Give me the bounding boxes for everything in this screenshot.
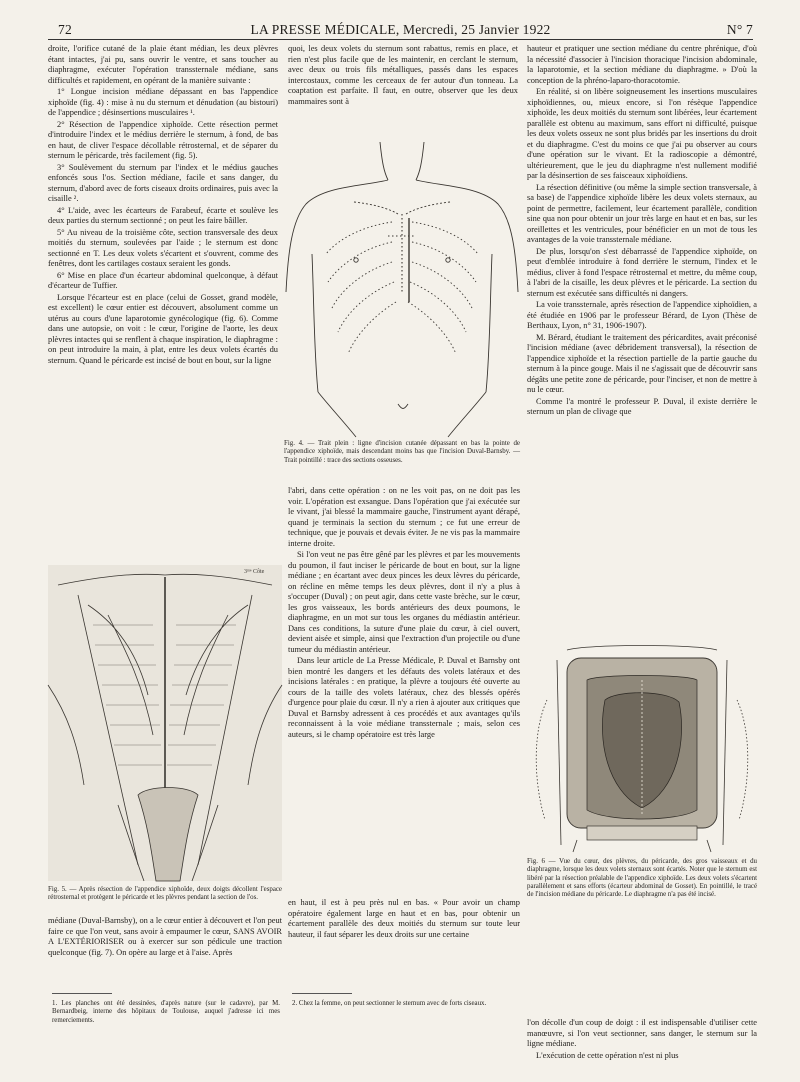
paragraph: médiane (Duval-Barnsby), on a le cœur entier à découvert et l'on peut faire ce que l'on veut, sans avoir à empaumer le cœur, SANS AVOIR A L'EXTÉRIORISER ou à exercer sur son pédicule une traction quelconque (fig. 7). On opère au large et à l'aise. Après <box>48 916 282 957</box>
column-1-top <box>48 44 278 564</box>
issue-number: N° 7 <box>726 22 753 37</box>
paragraph: 1° Longue incision médiane dépassant en bas l'appendice xiphoïde (fig. 4) : mise à nu du sternum et dénudation (au bistouri) de l'appendice ; désinsertions musculaires ¹. <box>48 87 278 117</box>
paragraph: hauteur et pratiquer une section médiane du centre phrénique, d'où la nécessité d'associer à l'incision thoracique l'incision abdominale, la laparotomie, et la section médiane du diaphragme. » D'où la conception de la phréno-laparo-thoracotomie. <box>527 44 757 85</box>
footnote-1: 1. Les planches ont été dessinées, d'après nature (sur le cadavre), par M. Bernardbeig, interne des hôpitaux de Toulouse, auquel j'adresse ici mes remerciements. <box>52 1000 280 1024</box>
figure-6-caption: Fig. 6 — Vue du cœur, des plèvres, du péricarde, des gros vaisseaux et du diaphragme, lorsque les deux volets sternaux sont écartés. Noter que le sternum est libéré par la résection préalable de l'appendice xiphoïde. Les deux volets s'écartent parallèlement et sans efforts (écarteur abdominal de Gosset). En pointillé, le tracé de l'incision médiane du péricarde. Le diaphragme n'a pas été incisé. <box>527 858 757 899</box>
figure-5-caption: Fig. 5. — Après résection de l'appendice xiphoïde, deux doigts décollent l'espace rétrosternal et protègent le péricarde et les plèvres pendant la section de l'os. <box>48 886 282 902</box>
figure-4-caption: Fig. 4. — Trait plein : ligne d'incision cutanée dépassant en bas la pointe de l'appendice xiphoïde, mais descendant moins bas que l'incision Duval-Barnsby. — Trait pointillé : trace des sections osseuses. <box>284 440 520 464</box>
paragraph: La résection définitive (ou même la simple section transversale, à sa base) de l'appendice xiphoïde libère les deux volets sternaux, au point de permettre, facilement, leur écartement parallèle, condition sine qua non pour obtenir un jour très large en haut et en bas, sur les oreillettes et les ventricules, pour bénéficier en un mot de tous les avantages de la voie transsternale médiane. <box>527 182 757 244</box>
footnote-2: 2. Chez la femme, on peut sectionner le sternum avec de forts ciseaux. <box>292 1000 487 1007</box>
paragraph: 4° L'aide, avec les écarteurs de Farabeuf, écarte et soulève les deux parties du sternum sectionné ; on peut les faire bâiller. <box>48 205 278 225</box>
paragraph: Comme l'a montré le professeur P. Duval, il existe derrière le sternum un plan de clivage que <box>527 396 757 416</box>
column-2-top <box>288 44 518 140</box>
figure-6-illustration <box>527 640 757 852</box>
column-2-middle <box>288 486 520 896</box>
paragraph: Dans leur article de La Presse Médicale, P. Duval et Barnsby ont bien montré les dangers et les défauts des volets latéraux et des incisions latérales : en pratique, la plèvre a toujours été ouverte au cours de la taille des volets latéraux, chez des blessés opérés d'urgence pour plaie du cœur. Il n'y a rien à ajouter aux critiques que Duval et Barnsby adressent à ces procédés et aux avantages qu'ils reconnaissent à la voie médiane transsternale ; mais, selon ces auteurs, si le champ opératoire est très large <box>288 656 520 739</box>
rib-label: 3ᵐᵉ Côte <box>244 569 265 575</box>
paragraph: en haut, il est à peu près nul en bas. « Pour avoir un champ opératoire également large en haut et en bas, pour obtenir un écartement parallèle des deux moitiés du sternum sur toute leur hauteur, il faut séparer les deux droits sur une certaine <box>288 898 520 939</box>
paragraph: De plus, lorsqu'on s'est débarrassé de l'appendice xiphoïde, on peut d'emblée introduire à fond derrière le sternum, l'index et le médius, cliver à fond l'espace rétrosternal et mettre, du même coup, à l'abri de la cisaille, les deux plèvres et le péricarde. La section du sternum est exécutée sans difficultés ni dangers. <box>527 246 757 298</box>
paragraph: 2° Résection de l'appendice xiphoïde. Cette résection permet d'introduire l'index et le médius derrière le sternum, à fond, de bas en haut, de cliver l'espace décollable rétrosternal, et de séparer du sternum le péricarde, très facilement (fig. 5). <box>48 119 278 160</box>
column-1-bottom <box>48 916 282 990</box>
column-2-bottom <box>288 898 520 988</box>
paragraph: La voie transsternale, après résection de l'appendice xiphoïdien, a été étudiée en 1906 par le professeur Bérard, de Lyon (Thèse de Berthaux, Lyon, n° 31, 1906-1907). <box>527 300 757 330</box>
paragraph: droite, l'orifice cutané de la plaie étant médian, les deux plèvres étant intactes, j'ai pu, sans ouvrir le ventre, et sans toucher au diaphragme, exécuter l'opération transsternale médiane, sans difficultés et rapidement, en opérant de la manière suivante : <box>48 44 278 85</box>
footnote-rule-1 <box>52 993 112 994</box>
paragraph: 6° Mise en place d'un écarteur abdominal quelconque, à défaut d'écarteur de Tuffier. <box>48 270 278 290</box>
column-3-top <box>527 44 757 634</box>
torso-illustration <box>284 142 520 437</box>
paragraph: En réalité, si on libère soigneusement les insertions musculaires xiphoïdiennes, ou, mieux encore, si l'on résèque l'appendice xiphoïde, les deux moitiés du sternum sont libérées, leur écartement parallèle est obtenu au maximum, sans effort ni difficulté, puisque les deux volets osseux ne sont plus bridés par les insertions du droit et du diaphragme. C'est du moins ce que j'ai pu observer au cours d'une opération sur le vivant. Et la radioscopie a démontré, ultérieurement, que le jeu du diaphragme n'est nullement modifié par la désinsertion de ses faisceaux xiphoïdiens. <box>527 87 757 180</box>
page-number: 72 <box>58 22 72 37</box>
paragraph: l'on décolle d'un coup de doigt : il est indispensable d'utiliser cette manœuvre, si l'on veut sectionner, sans danger, le sternum sur la ligne médiane. <box>527 1018 757 1048</box>
paragraph: M. Bérard, étudiant le traitement des péricardites, avait préconisé l'incision médiane (avec débridement transversal), la résection de l'appendice xiphoïde et la résection partielle de la partie gauche du sternum à la pince gouge. Mais il ne s'agissait que de découvrir sans dégâts une petite zone de péricarde, pour l'inciser, et non de mettre à nu le cœur. <box>527 332 757 394</box>
column-3-bottom <box>527 1018 757 1080</box>
paragraph: l'abri, dans cette opération : on ne les voit pas, on ne doit pas les voir. L'opération est exsangue. Dans l'opération que j'ai exécutée sur le vivant, j'ai blessé la mammaire gauche, l'instrument ayant dérapé, quand je terminais la section du sternum ; ce fut une erreur de technique, que je pouvais et devais éviter. Je ne vis pas la mammaire interne droite. <box>288 486 520 548</box>
figure-4-torso <box>284 142 520 464</box>
heart-exposure-drawing <box>527 640 757 852</box>
sternum-dissection-drawing <box>48 565 282 881</box>
paragraph: 3° Soulèvement du sternum par l'index et le médius gauches enfoncés sous l'os. Section médiane, facile et sans danger, du sternum, d'abord avec de forts ciseaux droits ordinaires, puis avec la cisaille ². <box>48 162 278 203</box>
footnote-rule-2 <box>292 993 352 994</box>
header-rule <box>48 39 753 40</box>
journal-title: LA PRESSE MÉDICALE, Mercredi, 25 Janvier 1922 <box>250 22 551 37</box>
paragraph: 5° Au niveau de la troisième côte, section transversale des deux moitiés du sternum, soulevées par l'aide ; le sternum est donc sectionné en T. Les deux volets s'écartent et s'ouvrent, comme des fenêtres, dont les cartilages costaux seraient les gonds. <box>48 227 278 268</box>
page-header <box>48 20 753 40</box>
figure-5-illustration <box>48 565 282 881</box>
paragraph: L'exécution de cette opération n'est ni plus <box>536 1050 679 1060</box>
paragraph: Lorsque l'écarteur est en place (celui de Gosset, grand modèle, est excellent) le cœur entier est découvert, absolument comme un utérus au cours d'une laparotomie gynécologique (fig. 6). Comme dans une autopsie, on voit : le cœur, l'origine de l'aorte, les deux plèvres intactes qui se renflent à chaque inspiration, le diaphragme : on peut introduire la main, à plat, entre les deux volets écartés du sternum. Quand le péricarde est incisé de bout en bout, sur la ligne <box>48 292 278 365</box>
paragraph: quoi, les deux volets du sternum sont rabattus, remis en place, et rien n'est plus facile que de les maintenir, en cerclant le sternum, avec deux ou trois fils métalliques, passés dans les espaces intercostaux, comme les cerceaux de fer autour d'un tonneau. La coaptation est parfaite. Il faut, en outre, observer que les deux mammaires sont à <box>288 44 518 106</box>
paragraph: Si l'on veut ne pas être gêné par les plèvres et par les mouvements du poumon, il faut inciser le péricarde de bout en bout, sur la ligne médiane ; en écartant avec deux pinces les deux lèvres du péricarde, on récline en même temps les deux plèvres, dont il n'y a plus à s'occuper (Duval) ; on peut agir, dans cette vaste brèche, sur le cœur, les gros vaisseaux, les bords antérieurs des deux poumons, le diaphragme, en un mot sur tous les organes du médiastin antérieur. Dans ces conditions, la suture d'une plaie du cœur, à ciel ouvert, devient aisée et simple, ainsi que l'extraction d'un projectile ou d'une tumeur du médiastin antérieur. <box>288 550 520 654</box>
